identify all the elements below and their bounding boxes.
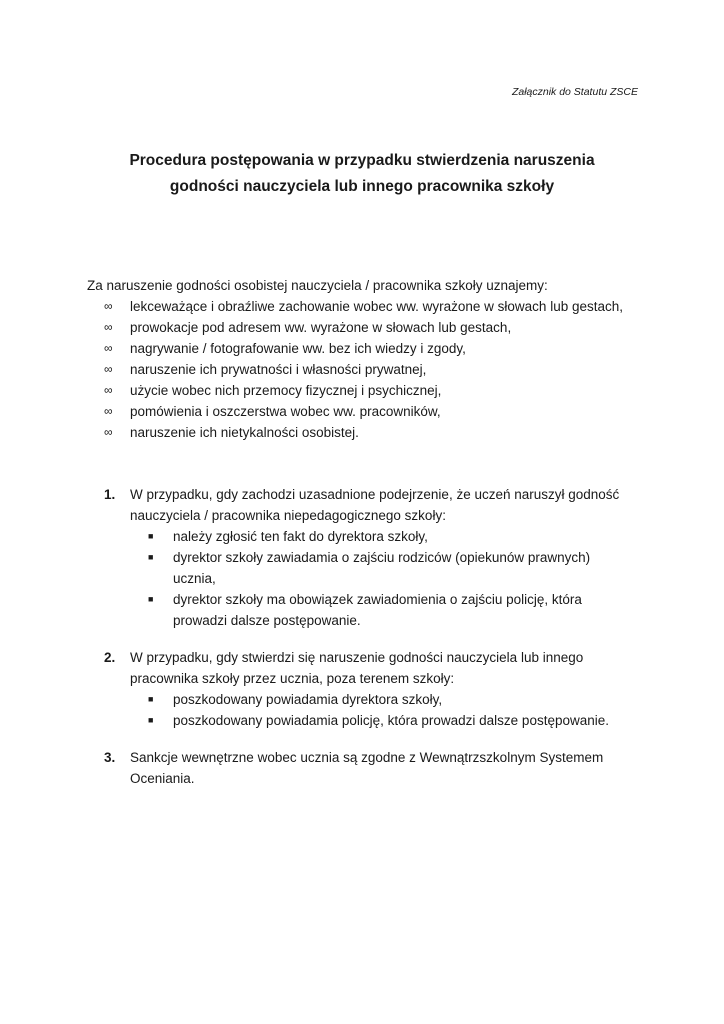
section-number: 2. — [104, 650, 116, 665]
list-item: ∞ pomówienia i oszczerstwa wobec ww. pracowników, — [104, 401, 623, 422]
square-bullet-icon: ■ — [148, 531, 154, 541]
title-line-2: godności nauczyciela lub innego pracownika szkoły — [169, 178, 555, 195]
list-item: ∞ naruszenie ich prywatności i własności prywatnej, — [104, 359, 623, 380]
document-title — [60, 148, 664, 200]
square-bullet-icon: ■ — [148, 694, 154, 704]
section-text-line-1: W przypadku, gdy zachodzi uzasadnione podejrzenie, że uczeń naruszył godność — [130, 487, 620, 502]
list-item: ■ poszkodowany powiadamia dyrektora szkoły, — [148, 689, 644, 710]
square-bullet-icon: ■ — [148, 552, 154, 562]
procedure-section-2 — [104, 647, 644, 731]
infinity-bullet-icon: ∞ — [104, 320, 113, 334]
violations-list — [104, 296, 623, 443]
annex-note: Załącznik do Statutu ZSCE — [511, 86, 638, 98]
infinity-bullet-icon: ∞ — [104, 299, 113, 313]
infinity-bullet-icon: ∞ — [104, 362, 113, 376]
section-text-line-1: Sankcje wewnętrzne wobec ucznia są zgodne z Wewnątrzszkolnym Systemem — [130, 750, 604, 765]
infinity-bullet-icon: ∞ — [104, 341, 113, 355]
section-text-line-2: Oceniania. — [130, 771, 195, 786]
square-bullet-icon: ■ — [148, 594, 154, 604]
list-item: ∞ lekceważące i obraźliwe zachowanie wobec ww. wyrażone w słowach lub gestach, — [104, 296, 623, 317]
section-text-line-1: W przypadku, gdy stwierdzi się naruszenie godności nauczyciela lub innego — [130, 650, 584, 665]
section-number: 1. — [104, 487, 116, 502]
list-item: ∞ nagrywanie / fotografowanie ww. bez ich wiedzy i zgody, — [104, 338, 623, 359]
procedure-section-3 — [104, 747, 644, 789]
procedure-section-1 — [104, 484, 644, 631]
section-2-steps — [130, 689, 644, 731]
list-item: ■ poszkodowany powiadamia policję, która prowadzi dalsze postępowanie. — [148, 710, 644, 731]
section-1-steps — [130, 526, 644, 631]
list-item: ■ dyrektor szkoły ma obowiązek zawiadomienia o zajściu policję, która prowadzi dalsze postępowanie. — [148, 589, 644, 631]
section-text-line-2: nauczyciela / pracownika niepedagogicznego szkoły: — [130, 508, 446, 523]
square-bullet-icon: ■ — [148, 715, 154, 725]
infinity-bullet-icon: ∞ — [104, 383, 113, 397]
infinity-bullet-icon: ∞ — [104, 425, 113, 439]
list-item: ■ dyrektor szkoły zawiadamia o zajściu rodziców (opiekunów prawnych) ucznia, — [148, 547, 644, 589]
infinity-bullet-icon: ∞ — [104, 404, 113, 418]
list-item: ■ należy zgłosić ten fakt do dyrektora szkoły, — [148, 526, 644, 547]
section-number: 3. — [104, 750, 116, 765]
title-line-1: Procedura postępowania w przypadku stwierdzenia naruszenia — [129, 152, 595, 169]
list-item: ∞ użycie wobec nich przemocy fizycznej i psychicznej, — [104, 380, 623, 401]
intro-paragraph: Za naruszenie godności osobistej nauczyciela / pracownika szkoły uznajemy: — [87, 278, 548, 293]
section-text-line-2: pracownika szkoły przez ucznia, poza terenem szkoły: — [130, 671, 455, 686]
list-item: ∞ naruszenie ich nietykalności osobistej. — [104, 422, 623, 443]
list-item: ∞ prowokacje pod adresem ww. wyrażone w słowach lub gestach, — [104, 317, 623, 338]
